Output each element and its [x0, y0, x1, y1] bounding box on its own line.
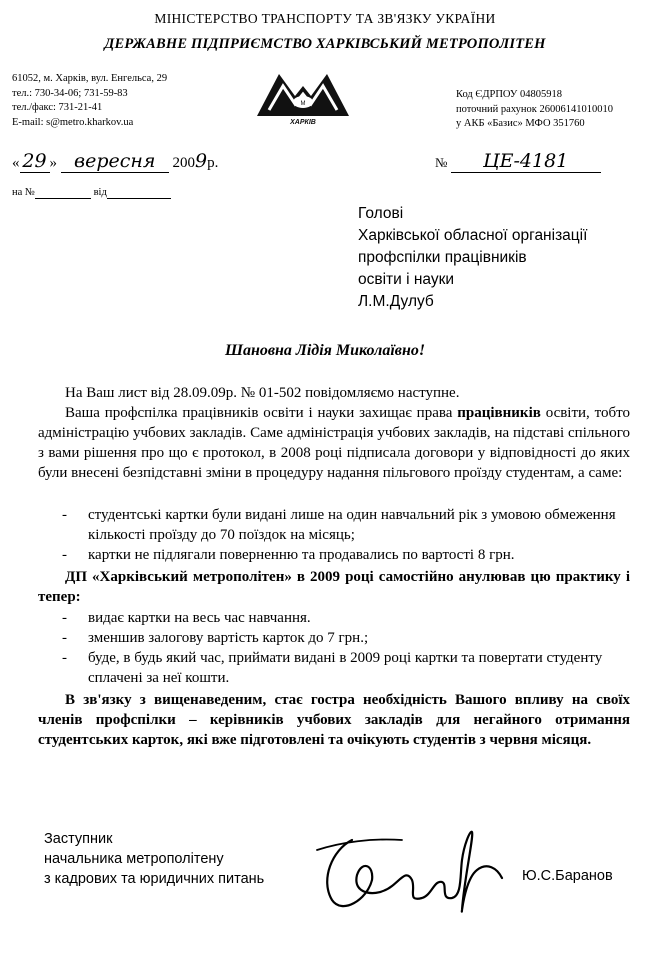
- addressee-line: Голові: [358, 205, 404, 222]
- body-paragraph-4: В зв'язку з вищенаведеним, стає гостра необхідність Вашого впливу на своїх членів профспілки – керівників учбових закладів для негайного отримання студентських карток, які вже підготовлені та очікують студентів з червня місяця.: [38, 692, 630, 748]
- outgoing-number-label: №: [435, 155, 448, 170]
- ministry-title: МІНІСТЕРСТВО ТРАНСПОРТУ ТА ЗВ'ЯЗКУ УКРАЇНИ: [154, 11, 496, 26]
- list-item-text: студентські картки були видані лише на один навчальний рік з умовою обмеження кількості проїзду до 70 поїздок на місяць;: [88, 507, 616, 543]
- previous-conditions-list: [62, 505, 628, 565]
- addressee-line: Харківської обласної організації: [358, 227, 588, 244]
- edrpou-code: Код ЄДРПОУ 04805918: [456, 89, 562, 100]
- list-item-text: картки не підлягали поверненню та продавались по вартості 8 грн.: [88, 547, 515, 563]
- addressee-line: освіти і науки: [358, 271, 455, 288]
- list-item-text: зменшив залогову вартість карток до 7 грн.;: [88, 630, 369, 646]
- body-text: Ваша профспілка працівників освіти і науки захищає права: [65, 405, 458, 421]
- signer-title-line: Заступник: [44, 831, 113, 847]
- signer-title-line: начальника метрополітену: [44, 851, 224, 867]
- email-line: E-mail: s@metro.kharkov.ua: [12, 116, 134, 128]
- date-quote-open: «: [12, 155, 20, 171]
- reference-no-label: на №: [12, 187, 35, 198]
- date-year-suffix: р.: [207, 155, 219, 171]
- reference-line: [12, 187, 171, 199]
- date-month: вересня: [61, 150, 169, 173]
- letter-date: [12, 150, 218, 173]
- list-item: [62, 648, 628, 688]
- list-item: [62, 505, 628, 545]
- body-paragraph-2: [38, 403, 630, 483]
- list-dash: -: [62, 507, 67, 523]
- reference-from-label: від: [93, 187, 107, 198]
- phone-line: тел.: 730-34-06; 731-59-83: [12, 87, 128, 99]
- metro-logo-svg: [255, 66, 351, 126]
- signer-title-block: [44, 829, 264, 889]
- body-text: освіти, тобто адміністрацію учбових закладів. Саме адміністрація учбових закладів, на підставі спільного з вами рішення про що є протокол, в 2008 році підписала договори у відповідності до яких були внесені безпідставні зміни в процедуру надання пільгового проїзду студентам, а саме:: [38, 405, 630, 481]
- addressee-name: Л.М.Дулуб: [358, 293, 434, 310]
- signer-title-line: з кадрових та юридичних питань: [44, 871, 265, 887]
- date-quote-close: »: [49, 155, 57, 171]
- fax-line: тел./факс: 731-21-41: [12, 102, 103, 113]
- metro-m-logo-icon: [255, 66, 351, 126]
- body-paragraph-1: На Ваш лист від 28.09.09р. № 01-502 повідомляємо наступне.: [65, 385, 460, 401]
- list-item: [62, 608, 628, 628]
- outgoing-number-value: ЦЕ-4181: [451, 150, 601, 173]
- list-dash: -: [62, 630, 67, 646]
- date-year-prefix: 200: [172, 155, 195, 171]
- new-conditions-list: [62, 608, 628, 688]
- date-day: 29: [20, 150, 50, 173]
- body-bold-word: працівників: [457, 405, 541, 421]
- company-title: ДЕРЖАВНЕ ПІДПРИЄМСТВО ХАРКІВСЬКИЙ МЕТРОПОЛІТЕН: [104, 36, 546, 52]
- list-item-text: буде, в будь який час, приймати видані в 2009 році картки та повертати студенту сплачені за неї кошти.: [88, 650, 603, 686]
- list-dash: -: [62, 610, 67, 626]
- list-item: [62, 628, 628, 648]
- addressee-block: [358, 203, 587, 313]
- list-item-text: видає картки на весь час навчання.: [88, 610, 311, 626]
- body-paragraph-3: ДП «Харківський метрополітен» в 2009 році самостійно анулював цю практику і тепер:: [38, 569, 630, 605]
- list-item: [62, 545, 628, 565]
- signature-svg: [312, 820, 512, 930]
- handwritten-signature: [312, 820, 512, 930]
- address-line: 61052, м. Харків, вул. Енгельса, 29: [12, 73, 168, 84]
- salutation: Шановна Лідія Миколаївно!: [224, 342, 426, 359]
- addressee-line: профспілки працівників: [358, 249, 527, 266]
- company-address-block: [12, 72, 167, 130]
- outgoing-number: [435, 150, 601, 173]
- bank-details-block: [456, 88, 613, 132]
- date-year-digit: 9: [195, 150, 208, 172]
- bank-account: поточний рахунок 26006141010010: [456, 103, 614, 115]
- svg-text:M: M: [300, 101, 306, 107]
- logo-caption: ХАРКІВ: [290, 119, 316, 126]
- list-dash: -: [62, 547, 67, 563]
- signer-name: Ю.С.Баранов: [522, 868, 613, 884]
- bank-mfo: у АКБ «Базис» МФО 351760: [456, 118, 585, 129]
- list-dash: -: [62, 650, 67, 666]
